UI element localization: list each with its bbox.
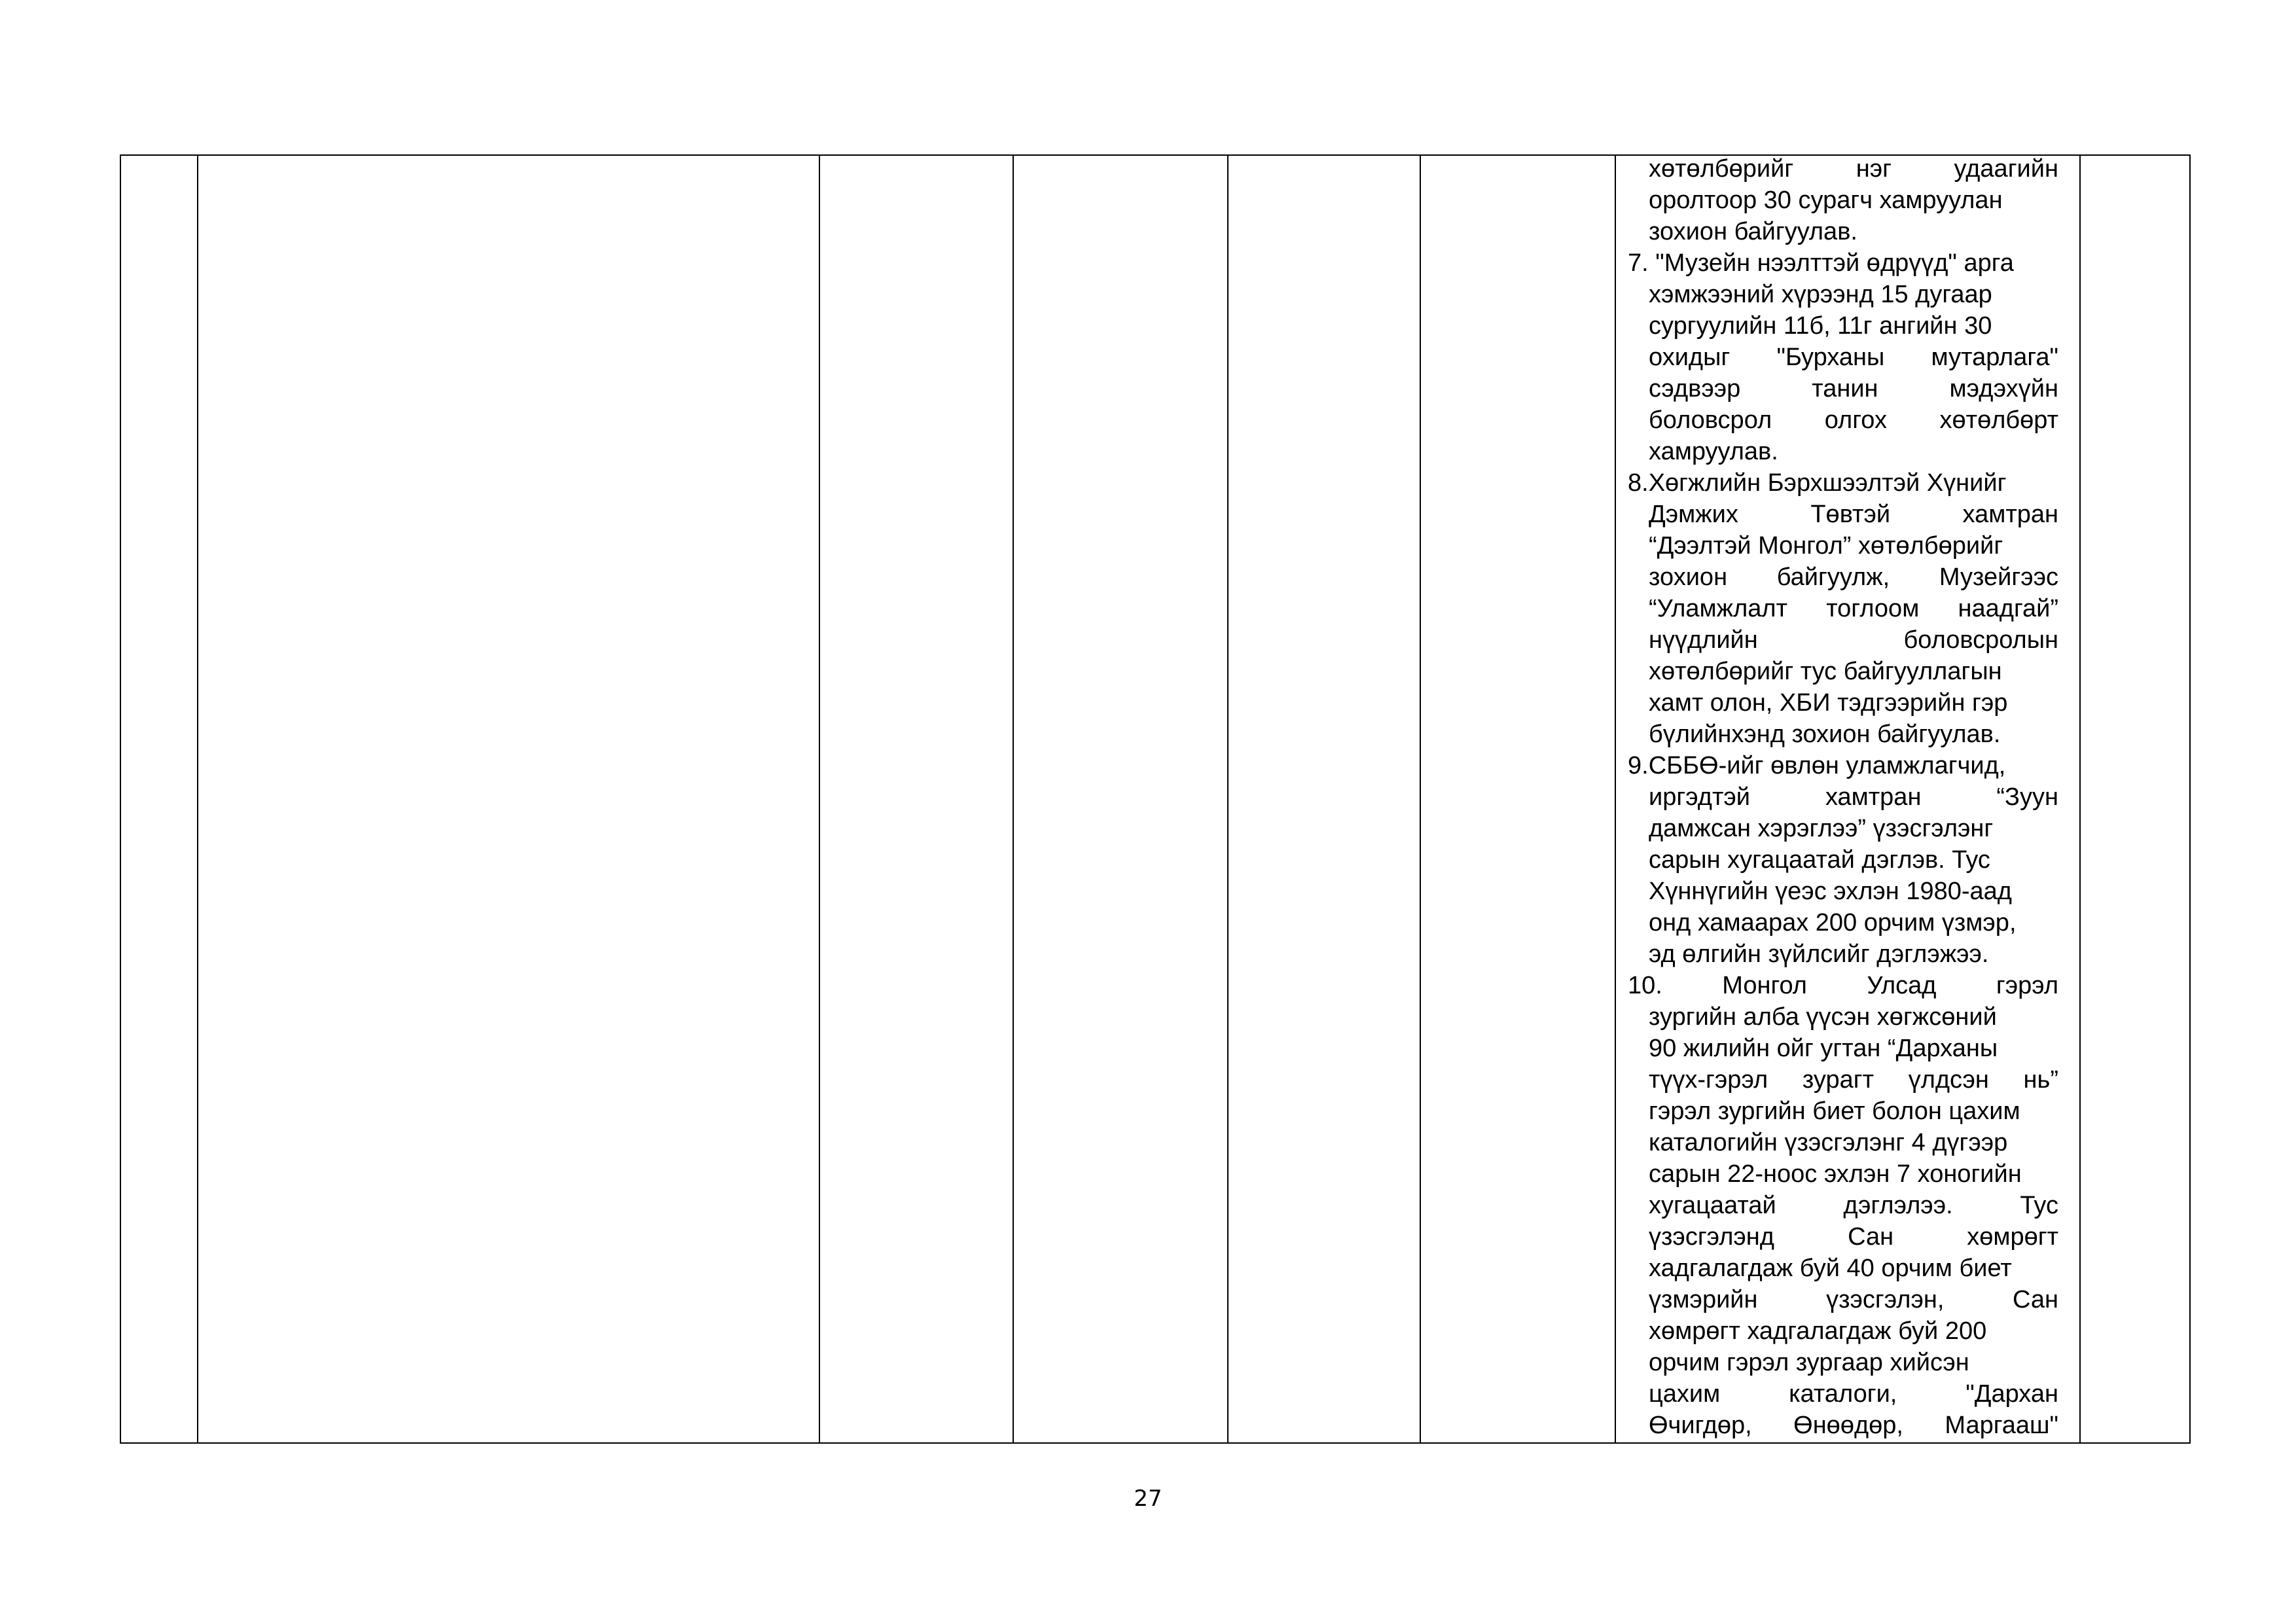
text-line <box>1628 1253 2058 1284</box>
word: гэрэл зургийн биет болон цахим <box>1649 1097 2020 1125</box>
column-divider <box>1615 156 1616 1442</box>
word: каталогийн үзэсгэлэнг 4 дүгээр <box>1649 1129 2008 1156</box>
word: үзэсгэлэнд <box>1649 1223 1774 1251</box>
text-line <box>1628 781 2058 813</box>
column-divider <box>2079 156 2081 1442</box>
text-line <box>1628 216 2058 247</box>
text-line <box>1628 938 2058 970</box>
word: хадгалагдаж буй 40 орчим биет <box>1649 1255 2012 1282</box>
text-line <box>1628 1096 2058 1127</box>
text-line <box>1628 1410 2058 1441</box>
word: сургуулийн 11б, 11г ангийн 30 <box>1649 312 1992 340</box>
word: Өчигдөр, <box>1649 1412 1752 1439</box>
word: Монгол <box>1722 972 1807 999</box>
word: Маргааш" <box>1945 1412 2058 1439</box>
word: хэмжээний хүрээнд 15 дугаар <box>1649 281 1992 308</box>
text-line <box>1628 593 2058 624</box>
word: гэрэл <box>1996 972 2058 999</box>
word: оролтоор 30 сурагч хамруулан <box>1649 187 2003 214</box>
word: нэг <box>1856 155 1892 183</box>
word: эд өлгийн зүйлсийг дэглэжээ. <box>1649 940 1989 968</box>
word: Дэмжих <box>1649 501 1738 528</box>
word: хамт олон, ХБИ тэдгээрийн гэр <box>1649 689 2008 717</box>
word: бүлийнхэнд зохион байгуулав. <box>1649 721 2001 748</box>
text-line <box>1628 1127 2058 1158</box>
word: 10. <box>1628 972 1662 999</box>
word: каталоги, <box>1789 1380 1897 1408</box>
word: орчим гэрэл зургаар хийсэн <box>1649 1349 1969 1376</box>
column-divider <box>1013 156 1014 1442</box>
word: танин <box>1812 375 1878 402</box>
word: наадгай” <box>1958 595 2058 622</box>
column-divider <box>1227 156 1229 1442</box>
word: сарын 22-ноос эхлэн 7 хоногийн <box>1649 1160 2022 1188</box>
word: үзэсгэлэн, <box>1826 1286 1945 1313</box>
word: иргэдтэй <box>1649 783 1750 811</box>
word: үлдсэн <box>1908 1066 1989 1094</box>
word: Төвтэй <box>1810 501 1891 528</box>
text-line <box>1628 813 2058 844</box>
word: байгуулж, <box>1776 563 1890 591</box>
text-line <box>1628 1033 2058 1064</box>
word: Сан <box>2012 1286 2058 1313</box>
text-line <box>1628 750 2058 781</box>
word: 90 жилийн ойг угтан “Дарханы <box>1649 1035 1998 1062</box>
text-line <box>1628 310 2058 342</box>
text-line <box>1628 719 2058 750</box>
text-line <box>1628 1064 2058 1096</box>
text-line <box>1628 404 2058 436</box>
text-line <box>1628 499 2058 530</box>
text-line <box>1628 844 2058 876</box>
text-line <box>1628 342 2058 373</box>
word: хамруулав. <box>1649 438 1778 465</box>
word: нүүдлийн <box>1649 626 1758 654</box>
word: охидыг <box>1649 344 1731 371</box>
word: 7. "Музейн нээлттэй өдрүүд" арга <box>1628 249 2014 277</box>
list-item-7 <box>1628 247 2058 467</box>
word: хамтран <box>1962 501 2058 528</box>
word: хөтөлбөрийг <box>1649 155 1794 183</box>
column-divider <box>819 156 820 1442</box>
word: “Зуун <box>1996 783 2058 811</box>
text-line <box>1628 1315 2058 1347</box>
text-line <box>1628 970 2058 1001</box>
column-divider <box>197 156 198 1442</box>
list-item-8 <box>1628 467 2058 750</box>
word: боловсролын <box>1903 626 2058 654</box>
word: нь” <box>2023 1066 2058 1094</box>
text-line <box>1628 530 2058 562</box>
text-line <box>1628 1158 2058 1190</box>
word: Улсад <box>1867 972 1937 999</box>
activity-description-cell <box>1628 153 2058 1444</box>
word: Хүннүгийн үеэс эхлэн 1980-аад <box>1649 878 2012 905</box>
text-line <box>1628 1378 2058 1410</box>
word: дэглэлээ. <box>1843 1192 1953 1219</box>
word: "Бурханы <box>1776 344 1885 371</box>
text-line <box>1628 876 2058 907</box>
text-line <box>1628 247 2058 279</box>
word: "Дархан <box>1965 1380 2058 1408</box>
word: үзмэрийн <box>1649 1286 1758 1313</box>
word: Сан <box>1848 1223 1894 1251</box>
word: 8.Хөгжлийн Бэрхшээлтэй Хүнийг <box>1628 469 2007 497</box>
word: зургийн алба үүсэн хөгжсөний <box>1649 1003 1997 1031</box>
word: Музейгээс <box>1939 563 2058 591</box>
list-item-6-continuation <box>1628 153 2058 247</box>
word: Тус <box>2020 1192 2058 1219</box>
text-line <box>1628 436 2058 467</box>
text-line <box>1628 656 2058 687</box>
word: зохион <box>1649 563 1728 591</box>
word: хөмрөгт хадгалагдаж буй 200 <box>1649 1317 1987 1345</box>
word: боловсрол <box>1649 406 1772 434</box>
word: “Уламжлалт <box>1649 595 1787 622</box>
word: 9.СББӨ-ийг өвлөн уламжлагчид, <box>1628 752 2006 779</box>
text-line <box>1628 1221 2058 1253</box>
text-line <box>1628 1284 2058 1315</box>
word: хамтран <box>1825 783 1922 811</box>
word: дамжсан хэрэглээ” үзэсгэлэнг <box>1649 815 1994 842</box>
text-line <box>1628 907 2058 938</box>
text-line <box>1628 687 2058 719</box>
word: зохион байгуулав. <box>1649 218 1857 245</box>
text-line <box>1628 279 2058 310</box>
word: хөтөлбөрийг тус байгууллагын <box>1649 658 2002 685</box>
text-line <box>1628 153 2058 185</box>
word: удаагийн <box>1954 155 2058 183</box>
text-line <box>1628 562 2058 593</box>
word: хөтөлбөрт <box>1939 406 2058 434</box>
word: Өнөөдөр, <box>1793 1412 1903 1439</box>
word: мутарлага" <box>1931 344 2058 371</box>
text-line <box>1628 1190 2058 1221</box>
word: хугацаатай <box>1649 1192 1776 1219</box>
list-item-9 <box>1628 750 2058 970</box>
word: сарын хугацаатай дэглэв. Тус <box>1649 846 1990 874</box>
text-line <box>1628 185 2058 216</box>
word: тоглоом <box>1826 595 1920 622</box>
word: хөмрөгт <box>1967 1223 2058 1251</box>
column-divider <box>1420 156 1421 1442</box>
word: “Дээлтэй Монгол” хөтөлбөрийг <box>1649 532 2003 560</box>
word: олгох <box>1824 406 1887 434</box>
page-number: 27 <box>1134 1486 1162 1512</box>
word: онд хамаарах 200 орчим үзмэр, <box>1649 909 2017 936</box>
word: мэдэхүйн <box>1949 375 2058 402</box>
word: сэдвээр <box>1649 375 1741 402</box>
word: түүх-гэрэл <box>1649 1066 1768 1094</box>
text-line <box>1628 467 2058 499</box>
text-line <box>1628 1347 2058 1378</box>
list-item-10 <box>1628 970 2058 1441</box>
text-line <box>1628 1001 2058 1033</box>
text-line <box>1628 624 2058 656</box>
text-line <box>1628 373 2058 404</box>
word: зурагт <box>1802 1066 1874 1094</box>
word: цахим <box>1649 1380 1721 1408</box>
